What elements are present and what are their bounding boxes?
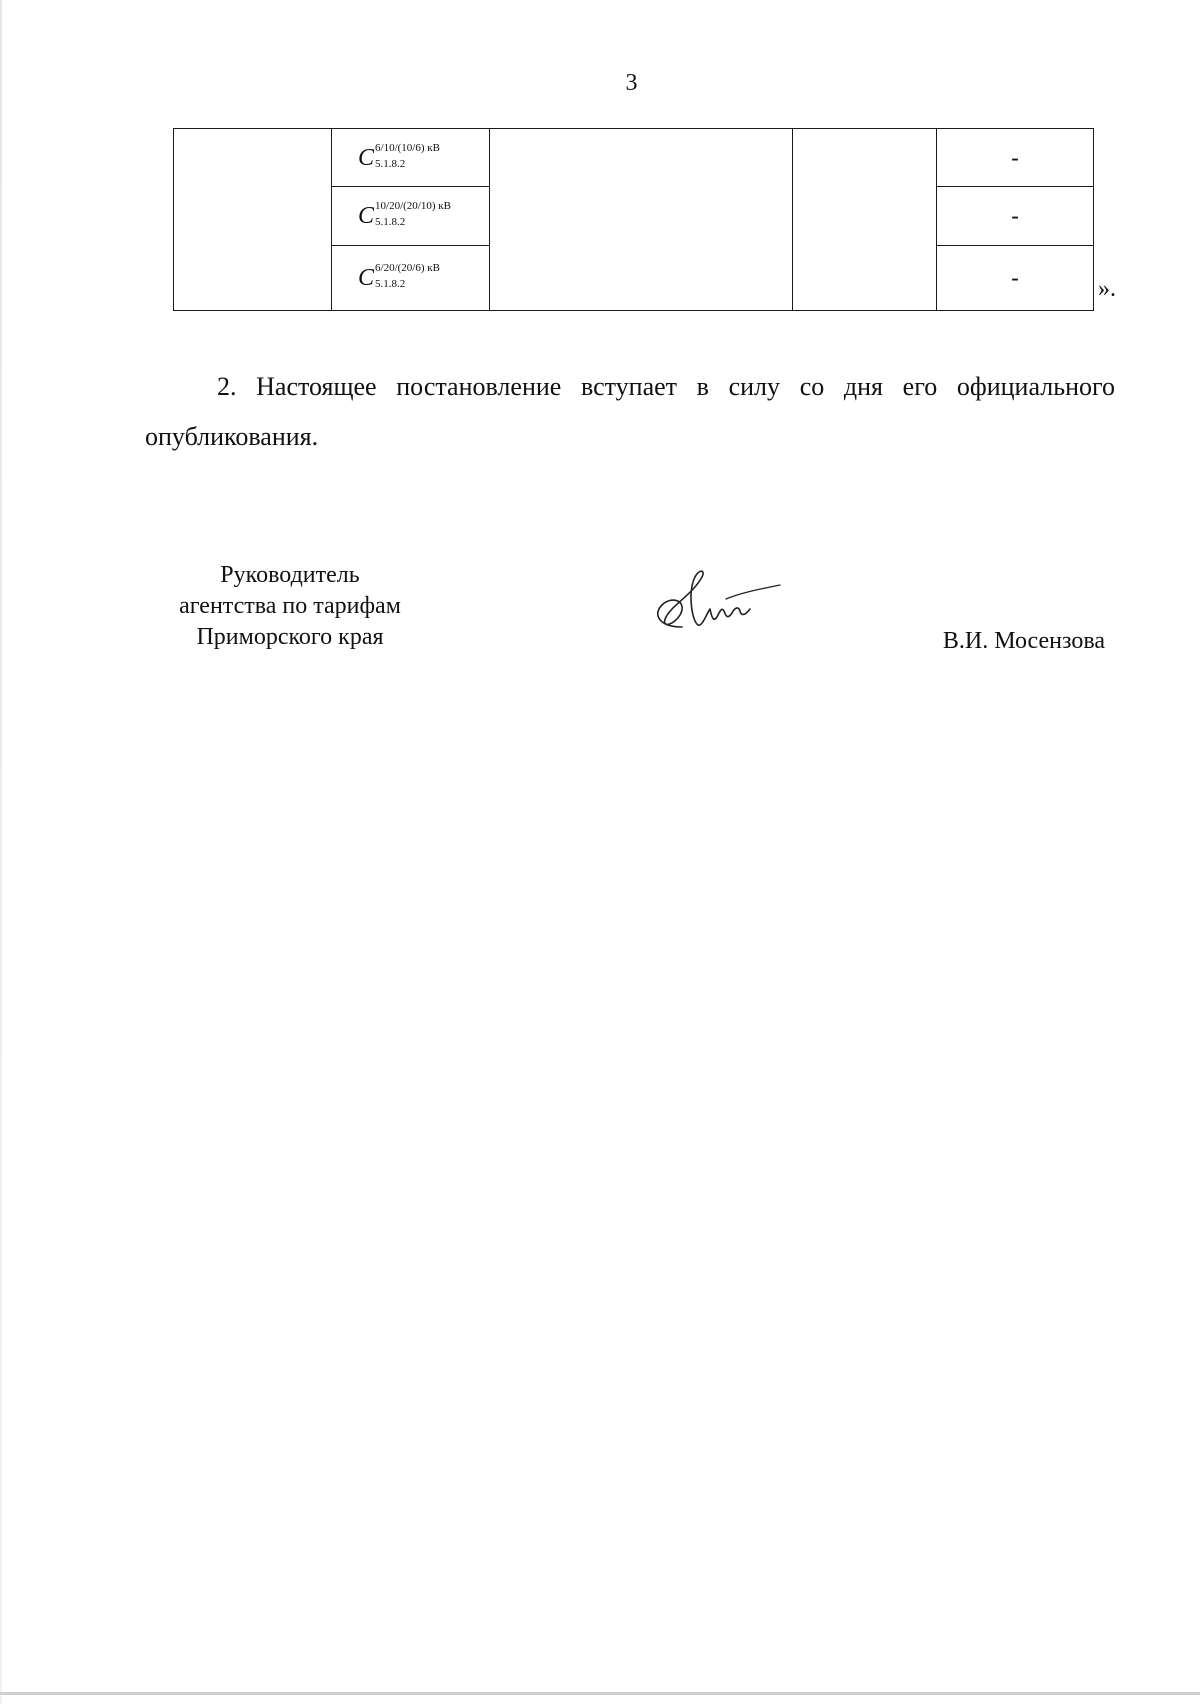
formula-superscript: 6/10/(10/6) кВ <box>375 141 440 154</box>
table-cell-value: - <box>937 129 1094 187</box>
closing-quote: ». <box>1098 276 1116 302</box>
formula-letter: C <box>358 203 375 229</box>
signer-name: В.И. Мосензова <box>942 628 1105 654</box>
table-cell-merged-1 <box>174 129 332 311</box>
body-paragraph: 2. Настоящее постановление вступает в силу со дня его официального опубликования. <box>145 372 1115 451</box>
table-cell-value: - <box>937 187 1094 246</box>
formula-superscript: 10/20/(20/10) кВ <box>375 200 451 213</box>
handwritten-signature <box>640 565 790 645</box>
page-number: 3 <box>625 70 638 96</box>
scan-edge-left <box>0 0 2 1704</box>
formula-letter: C <box>358 265 375 291</box>
table-cell-merged-3 <box>490 129 793 311</box>
formula-subscript: 5.1.8.2 <box>375 278 406 290</box>
signer-title-line: агентства по тарифам <box>179 593 401 619</box>
formula <box>332 200 489 229</box>
formula-letter: C <box>358 144 375 171</box>
scan-edge-bottom <box>0 1692 1200 1695</box>
table-cell-value: - <box>937 246 1094 311</box>
table-cell-formula <box>332 187 490 246</box>
signer-title <box>140 560 440 653</box>
table-cell-merged-4 <box>793 129 937 311</box>
formula-subscript: 5.1.8.2 <box>375 216 406 228</box>
formula <box>332 141 489 171</box>
tariff-table-continuation <box>173 128 1094 311</box>
signer-title-line: Приморского края <box>196 624 384 650</box>
table-cell-formula <box>332 246 490 311</box>
formula-subscript: 5.1.8.2 <box>375 157 406 170</box>
table-row <box>174 129 1094 187</box>
formula-superscript: 6/20/(20/6) кВ <box>375 262 440 275</box>
signer-title-line: Руководитель <box>220 562 360 588</box>
formula <box>332 262 489 291</box>
table-cell-formula <box>332 129 490 187</box>
